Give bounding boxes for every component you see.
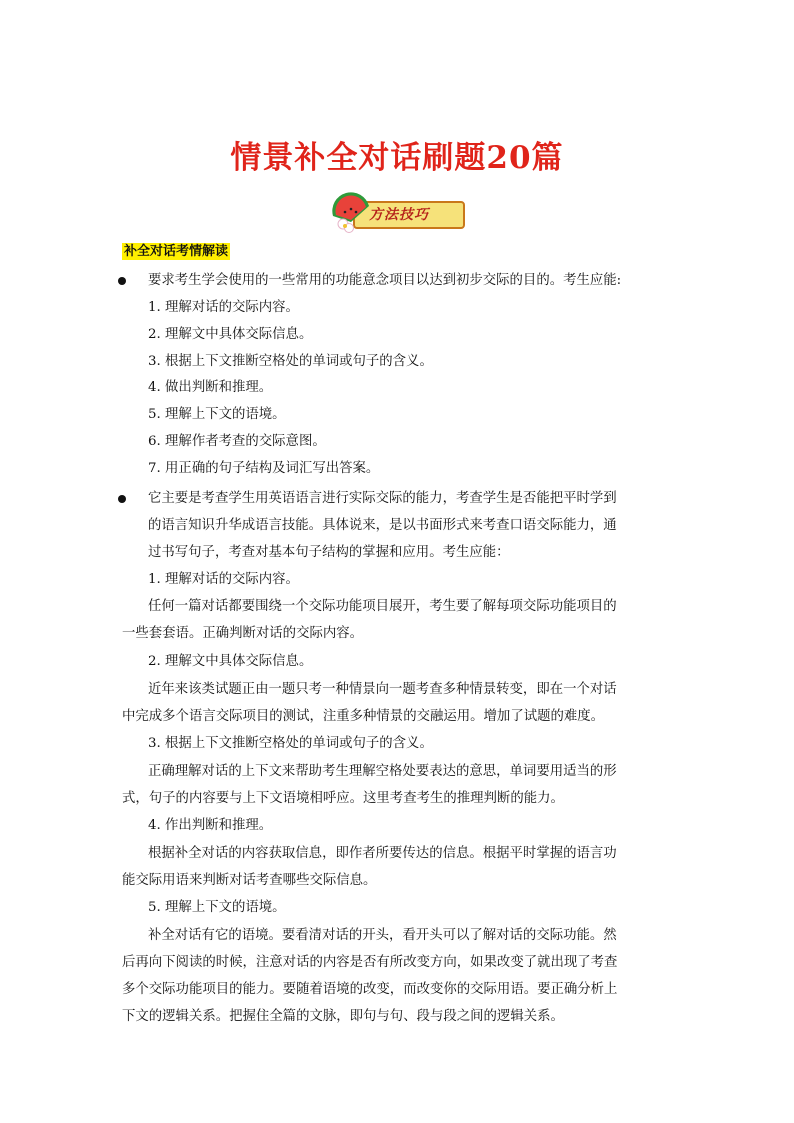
list-item: 2. 理解文中具体交际信息。 xyxy=(148,327,313,342)
section-1-heading: 1. 理解对话的交际内容。 xyxy=(148,572,299,587)
section-4-body: 根据补全对话的内容获取信息，即作者所要传达的信息。根据平时掌握的语言功 xyxy=(148,846,617,861)
section-4-heading: 4. 作出判断和推理。 xyxy=(148,818,273,833)
section-2-body: 近年来该类试题正由一题只考一种情景向一题考查多种情景转变，即在一个对话 xyxy=(148,682,617,697)
method-tips-badge xyxy=(329,192,465,234)
section-1-body: 任何一篇对话都要围绕一个交际功能项目展开，考生要了解每项交际功能项目的 xyxy=(148,599,617,614)
section-heading: 补全对话考情解读 xyxy=(124,244,229,259)
paragraph1-intro: 要求考生学会使用的一些常用的功能意念项目以达到初步交际的目的。考生应能: xyxy=(148,273,622,288)
section-3-heading: 3. 根据上下文推断空格处的单词或句子的含义。 xyxy=(148,736,433,751)
section-4-body: 能交际用语来判断对话考查哪些交际信息。 xyxy=(122,873,377,888)
list-item: 4. 做出判断和推理。 xyxy=(148,380,273,395)
badge-label: 方法技巧 xyxy=(369,207,429,223)
paragraph2-line: 它主要是考查学生用英语语言进行实际交际的能力，考查学生是否能把平时学到 xyxy=(148,491,617,506)
section-3-body: 式，句子的内容要与上下文语境相呼应。这里考查考生的推理判断的能力。 xyxy=(122,791,564,806)
section-1-body: 一些套套语。正确判断对话的交际内容。 xyxy=(122,626,364,641)
paragraph2-line: 的语言知识升华成语言技能。具体说来，是以书面形式来考查口语交际能力，通 xyxy=(148,518,617,533)
section-5-body: 补全对话有它的语境。要看清对话的开头，看开头可以了解对话的交际功能。然 xyxy=(148,928,617,943)
section-2-heading: 2. 理解文中具体交际信息。 xyxy=(148,654,313,669)
list-item: 7. 用正确的句子结构及词汇写出答案。 xyxy=(148,461,380,476)
section-5-body: 下文的逻辑关系。把握住全篇的文脉，即句与句、段与段之间的逻辑关系。 xyxy=(122,1009,564,1024)
section-3-body: 正确理解对话的上下文来帮助考生理解空格处要表达的意思，单词要用适当的形 xyxy=(148,764,617,779)
bullet-icon xyxy=(118,495,126,503)
section-5-body: 多个交际功能项目的能力。要随着语境的改变，而改变你的交际用语。要正确分析上 xyxy=(122,982,618,997)
list-item: 5. 理解上下文的语境。 xyxy=(148,407,286,422)
list-item: 6. 理解作者考查的交际意图。 xyxy=(148,434,326,449)
bullet-icon xyxy=(118,277,126,285)
list-item: 3. 根据上下文推断空格处的单词或句子的含义。 xyxy=(148,354,433,369)
section-5-heading: 5. 理解上下文的语境。 xyxy=(148,900,286,915)
paragraph2-line: 过书写句子，考查对基本句子结构的掌握和应用。考生应能： xyxy=(148,545,510,560)
page-title: 情景补全对话刷题20篇 xyxy=(230,140,564,176)
list-item: 1. 理解对话的交际内容。 xyxy=(148,300,299,315)
section-5-body: 后再向下阅读的时候，注意对话的内容是否有所改变方向，如果改变了就出现了考查 xyxy=(122,955,618,970)
section-2-body: 中完成多个语言交际项目的测试，注重多种情景的交融运用。增加了试题的难度。 xyxy=(122,709,605,724)
